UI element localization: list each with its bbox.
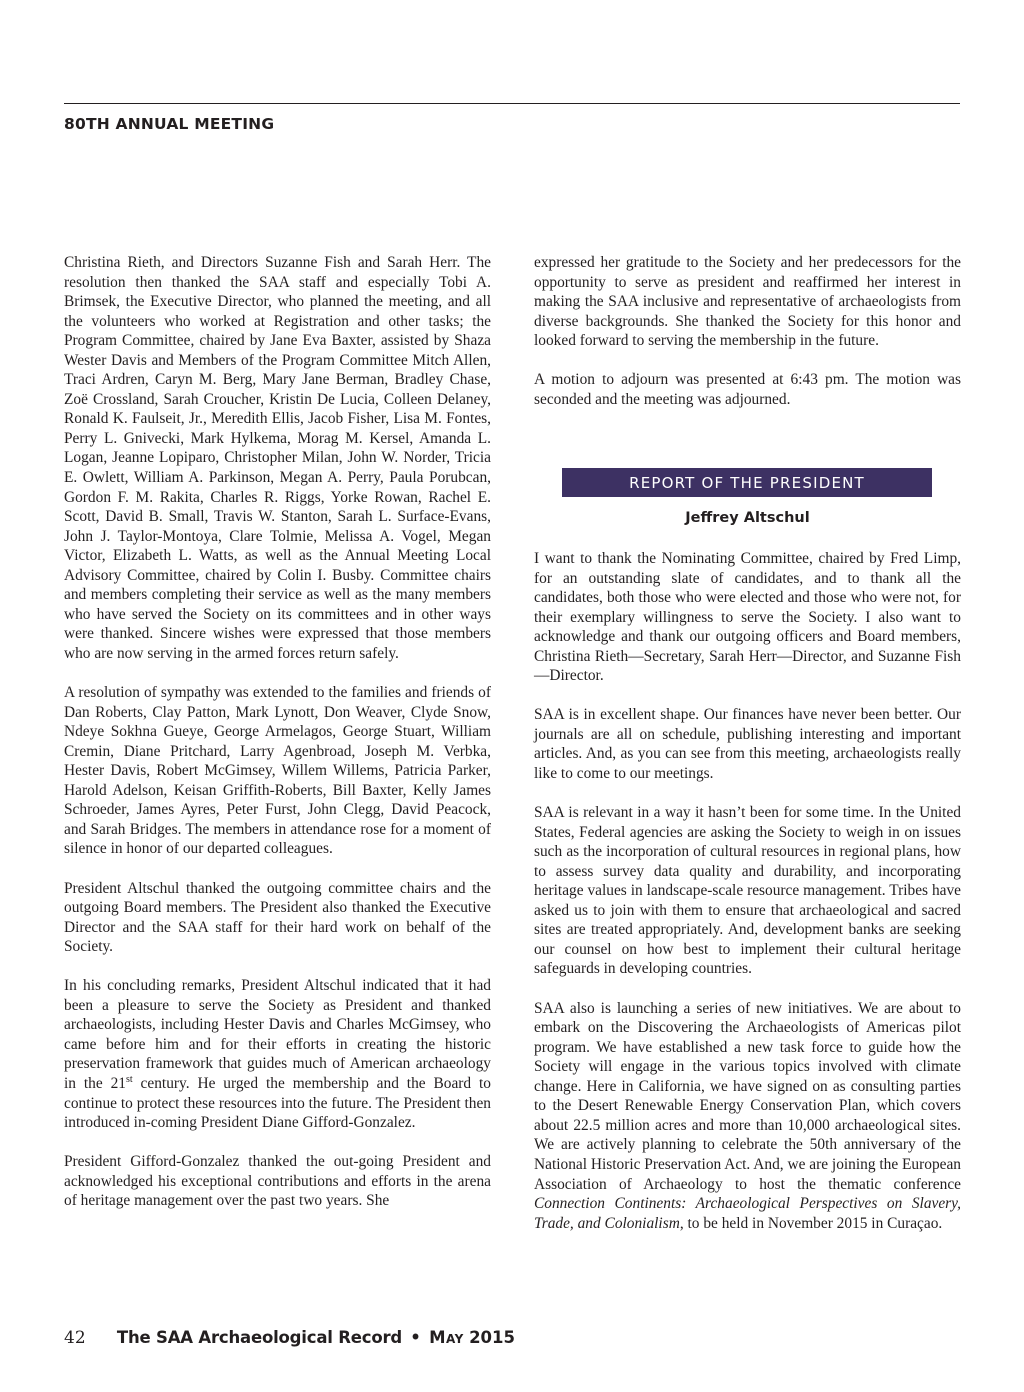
paragraph — [534, 999, 961, 1234]
paragraph-text: SAA also is launching a series of new initiatives. We are about to embark on the Discovering the Archaeologists of Americas pilot program. We have established a new task force to guide how the Society will engage in the various topics involved with climate change. Here in California, we have signed on as consulting parties to the Desert Renewable Energy Conservation Plan, which covers about 22.5 million acres and more than 10,000 archaeological sites. We are actively planning to celebrate the 50th anniversary of the National Historic Preservation Act. And, we are joining the European Association of Archaeology to host the thematic conference — [534, 999, 961, 1193]
right-column-report — [534, 549, 961, 1253]
report-title: REPORT OF THE PRESIDENT — [562, 468, 932, 497]
issue-year: 2015 — [469, 1328, 516, 1347]
page-footer — [64, 1328, 515, 1348]
page-number: 42 — [64, 1328, 86, 1348]
paragraph: expressed her gratitude to the Society and her predecessors for the opportunity to serve as president and reaffirmed her interest in making the SAA inclusive and representative of archaeologists from diverse backgrounds. She thanked the Society for this honor and looked forward to serving the membership in the future. — [534, 254, 961, 350]
paragraph-text: century. He urged the membership and the Board to continue to protect these resources into the future. The President then introduced in-coming President Diane Gifford-Gonzalez. — [64, 1074, 491, 1132]
paragraph — [64, 976, 491, 1132]
report-banner — [562, 468, 932, 497]
paragraph: SAA is relevant in a way it hasn’t been for some time. In the United States, Federal agencies are asking the Society to weigh in on issues such as the incorporation of cultural resources in regional plans, how to assess survey data quality and durability, and incorporating heritage values in landscape-scale resource management. Tribes have asked us to join with them to ensure that archaeological and sacred sites are treated appropriately. And, development banks are seeking our counsel on how best to implement their cultural heritage safeguards in developing countries. — [534, 804, 961, 978]
paragraph: I want to thank the Nominating Committee, chaired by Fred Limp, for an outstanding slate of candidates, and to thank all the candidates, both those who were elected and those who were not, for their exemplary willingness to serve the Society. I also want to acknowledge and thank our outgoing officers and Board members, Christina Rieth—Secretary, Sarah Herr—Director, and Suzanne Fish—Director. — [534, 550, 961, 685]
right-column-top — [534, 253, 961, 429]
paragraph: A resolution of sympathy was extended to the families and friends of Dan Roberts, Clay Patton, Mark Lynott, Don Weaver, Clyde Snow, Ndeye Sokhna Gueye, George Armelagos, George Stuart, William Cremin, Diane Pritchard, Larry Agenbroad, Joseph M. Verbka, Hester Davis, Robert McGimsey, Willem Willems, Patricia Parker, Harold Adelson, Keisan Griffith-Roberts, Bill Baxter, Kelly James Schroeder, James Ayres, Peter Furst, John Clegg, David Peacock, and Sarah Bridges. The members in attendance rose for a moment of silence in honor of our departed colleagues. — [64, 684, 491, 858]
report-author: Jeffrey Altschul — [685, 510, 810, 526]
left-column — [64, 253, 491, 1230]
conference-title: Connection Continents: Archaeological Perspectives on Slavery, Trade, and Colonialism — [534, 1195, 961, 1232]
section-title: 80TH ANNUAL MEETING — [64, 115, 275, 133]
paragraph: A motion to adjourn was presented at 6:43 pm. The motion was seconded and the meeting was adjourned. — [534, 371, 961, 408]
issue-month: May — [429, 1328, 464, 1347]
paragraph: President Altschul thanked the outgoing committee chairs and the outgoing Board members. The President also thanked the Executive Director and the SAA staff for their hard work on behalf of the Society. — [64, 879, 491, 956]
paragraph-text: In his concluding remarks, President Altschul indicated that it had been a pleasure to serve the Society as President and thanked archaeologists, including Hester Davis and Charles McGimsey, who came before him and for their efforts in creating the historic preservation framework that guides much of American archaeology in the 21 — [64, 977, 491, 1092]
publication-title: The SAA Archaeological Record — [116, 1328, 403, 1347]
header-rule — [64, 103, 960, 104]
paragraph: President Gifford-Gonzalez thanked the out-going President and acknowledged his exceptional contributions and efforts in the arena of heritage management over the past two years. She — [64, 1153, 491, 1210]
paragraph-text: , to be held in November 2015 in Curaçao. — [679, 1214, 943, 1232]
paragraph: SAA is in excellent shape. Our finances have never been better. Our journals are all on schedule, publishing interesting and important articles. And, as you can see from this meeting, archaeologists really like to come to our meetings. — [534, 706, 961, 783]
paragraph: Christina Rieth, and Directors Suzanne Fish and Sarah Herr. The resolution then thanked the SAA staff and especially Tobi A. Brimsek, the Executive Director, who planned the meeting, and all the volunteers who worked at Registration and other tasks; the Program Committee, chaired by Jane Eva Baxter, assisted by Shaza Wester Davis and Members of the Program Committee Mitch Allen, Traci Ardren, Caryn M. Berg, Mary Jane Berman, Bradley Chase, Zoë Crossland, Sarah Croucher, Kristin De Lucia, Colleen Delaney, Ronald K. Faulseit, Jr., Meredith Ellis, Jacob Fisher, Lisa M. Fontes, Perry L. Gnivecki, Mark Hylkema, Morag M. Kersel, Amanda L. Logan, Jeanne Lopiparo, Christopher Milan, John W. Norder, Tricia E. Owlett, William A. Parkinson, Megan A. Perry, Paula Porubcan, Gordon F. M. Rakita, Charles R. Riggs, Yorke Rowan, Rachel E. Scott, David B. Small, Travis W. Stanton, Sarah L. Surface-Evans, John J. Taylor-Montoya, Clare Tolmie, Melissa A. Vogel, Megan Victor, Elizabeth L. Watts, as well as the Annual Meeting Local Advisory Committee, chaired by Colin I. Busby. Committee chairs and members completing their service as well as the many members who have served the Society on its committees and in other ways were thanked. Sincere wishes were expressed that those members who are now serving in the armed forces return safely. — [64, 254, 491, 662]
footer-bullet: • — [410, 1328, 421, 1347]
superscript: st — [125, 1073, 133, 1085]
